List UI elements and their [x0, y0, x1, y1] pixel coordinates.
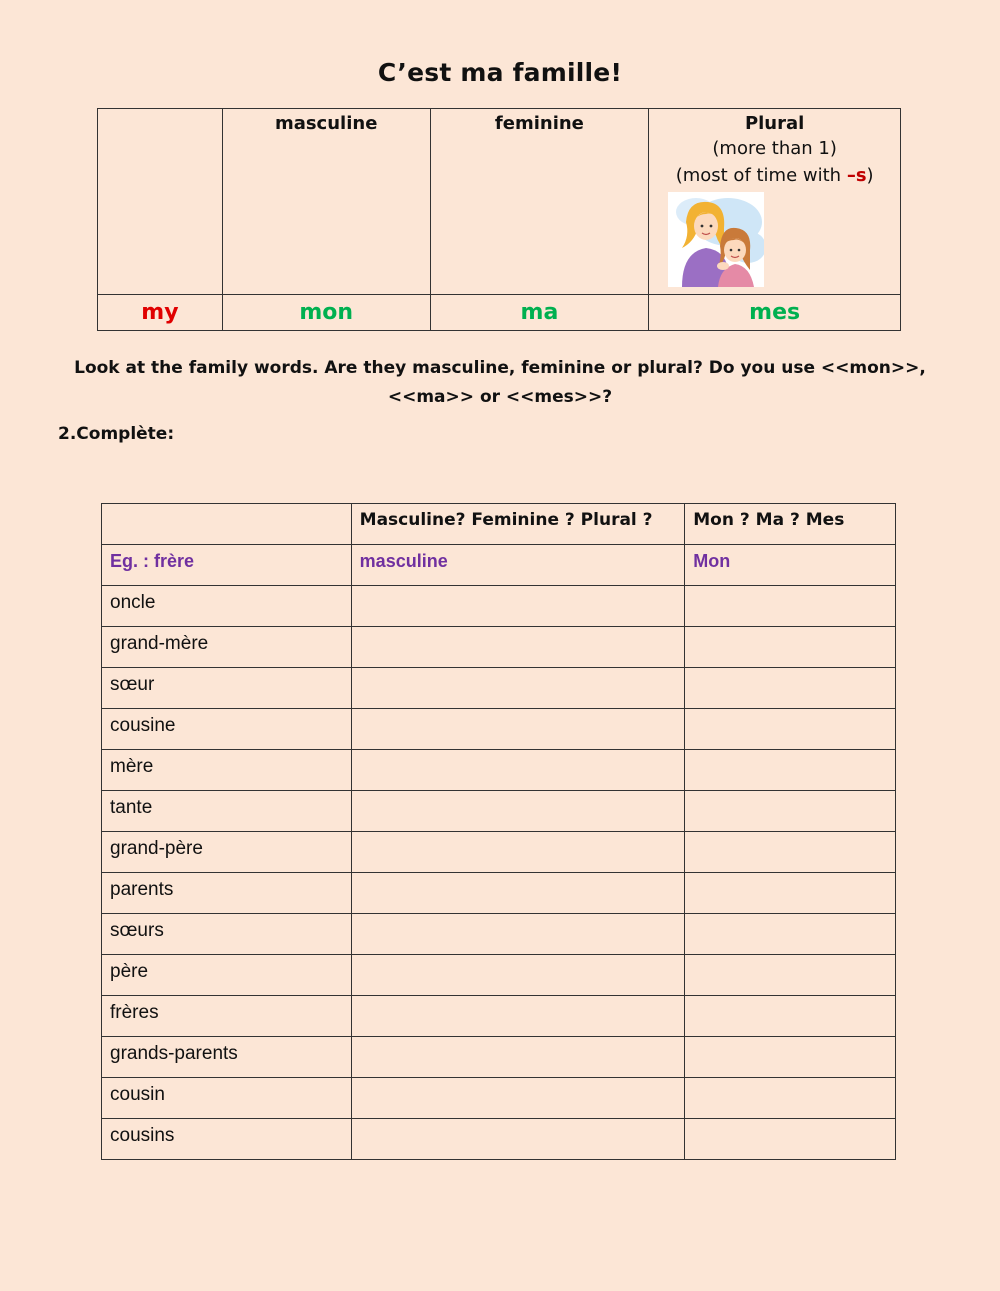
gender-answer-cell[interactable] [351, 586, 685, 627]
possessive-answer-cell[interactable] [685, 955, 896, 996]
mother-daughter-illustration [668, 192, 764, 287]
table-row [102, 873, 896, 914]
gender-answer-cell[interactable] [351, 914, 685, 955]
table-row [102, 1078, 896, 1119]
gender-answer-cell[interactable] [351, 1119, 685, 1160]
possessive-mes: mes [649, 295, 901, 331]
header-feminine-label: feminine [494, 113, 584, 134]
table-row [102, 750, 896, 791]
possessive-answer-cell[interactable] [685, 668, 896, 709]
possessive-answer-cell[interactable] [685, 1078, 896, 1119]
gender-answer-cell[interactable] [351, 996, 685, 1037]
table-row [102, 709, 896, 750]
possessive-answer-cell[interactable] [685, 750, 896, 791]
plural-note-more-than-one: (more than 1) [712, 138, 837, 159]
possessive-header-row [98, 109, 901, 295]
table-row [102, 955, 896, 996]
family-word: cousine [102, 709, 352, 750]
possessive-answer-cell[interactable] [685, 1119, 896, 1160]
family-word: sœurs [102, 914, 352, 955]
possessive-ma: ma [430, 295, 649, 331]
header-plural-label: Plural [744, 113, 805, 134]
possessive-answer-cell[interactable] [685, 1037, 896, 1078]
possessive-label-my: my [98, 295, 223, 331]
example-word: Eg. : frère [102, 545, 352, 586]
plural-note-end: ) [866, 165, 874, 186]
gender-answer-cell[interactable] [351, 668, 685, 709]
gender-answer-cell[interactable] [351, 873, 685, 914]
plural-note-ending [649, 162, 900, 189]
possessive-answer-cell[interactable] [685, 996, 896, 1037]
possessive-answer-cell[interactable] [685, 586, 896, 627]
table-row [102, 1119, 896, 1160]
gender-answer-cell[interactable] [351, 1078, 685, 1119]
family-word: sœur [102, 668, 352, 709]
possessive-answer-cell[interactable] [685, 873, 896, 914]
exercise-header-word [102, 504, 352, 545]
possessive-mon: mon [222, 295, 430, 331]
header-plural [649, 109, 901, 295]
family-word: cousin [102, 1078, 352, 1119]
section-label: 2.Complète: [58, 424, 175, 444]
example-possessive: Mon [685, 545, 896, 586]
table-row [102, 668, 896, 709]
exercise-header-row [102, 504, 896, 545]
family-word: père [102, 955, 352, 996]
family-word: oncle [102, 586, 352, 627]
gender-answer-cell[interactable] [351, 750, 685, 791]
possessive-answer-cell[interactable] [685, 832, 896, 873]
exercise-table [101, 503, 896, 1160]
example-gender: masculine [351, 545, 685, 586]
gender-answer-cell[interactable] [351, 832, 685, 873]
family-word: frères [102, 996, 352, 1037]
family-word: tante [102, 791, 352, 832]
plural-note-prefix: (most of time with [675, 165, 847, 186]
possessive-answer-cell[interactable] [685, 709, 896, 750]
family-word: grands-parents [102, 1037, 352, 1078]
table-row [102, 832, 896, 873]
page-title: C’est ma famille! [377, 58, 623, 87]
exercise-example-row [102, 545, 896, 586]
table-row [102, 586, 896, 627]
instruction-text: Look at the family words. Are they masculine, feminine or plural? Do you use <<mon>>, <<ma>> or <<mes>>? [74, 358, 926, 407]
table-row [102, 996, 896, 1037]
family-word: mère [102, 750, 352, 791]
gender-answer-cell[interactable] [351, 955, 685, 996]
gender-answer-cell[interactable] [351, 627, 685, 668]
possessive-answer-cell[interactable] [685, 791, 896, 832]
table-row [102, 627, 896, 668]
family-word: cousins [102, 1119, 352, 1160]
plural-suffix-mark: –s [846, 165, 867, 186]
possessive-answer-cell[interactable] [685, 914, 896, 955]
possessive-answer-cell[interactable] [685, 627, 896, 668]
gender-answer-cell[interactable] [351, 1037, 685, 1078]
family-word: grand-père [102, 832, 352, 873]
family-word: parents [102, 873, 352, 914]
header-feminine [430, 109, 649, 295]
exercise-header-possessive: Mon ? Ma ? Mes [685, 504, 896, 545]
exercise-header-gender: Masculine? Feminine ? Plural ? [351, 504, 685, 545]
table-row [102, 1037, 896, 1078]
table-row [102, 914, 896, 955]
table-row [102, 791, 896, 832]
header-masculine [222, 109, 430, 295]
family-word: grand-mère [102, 627, 352, 668]
header-masculine-label: masculine [274, 113, 378, 134]
possessive-table [97, 108, 901, 331]
gender-answer-cell[interactable] [351, 791, 685, 832]
header-empty-cell [98, 109, 223, 295]
possessive-row [98, 295, 901, 331]
gender-answer-cell[interactable] [351, 709, 685, 750]
